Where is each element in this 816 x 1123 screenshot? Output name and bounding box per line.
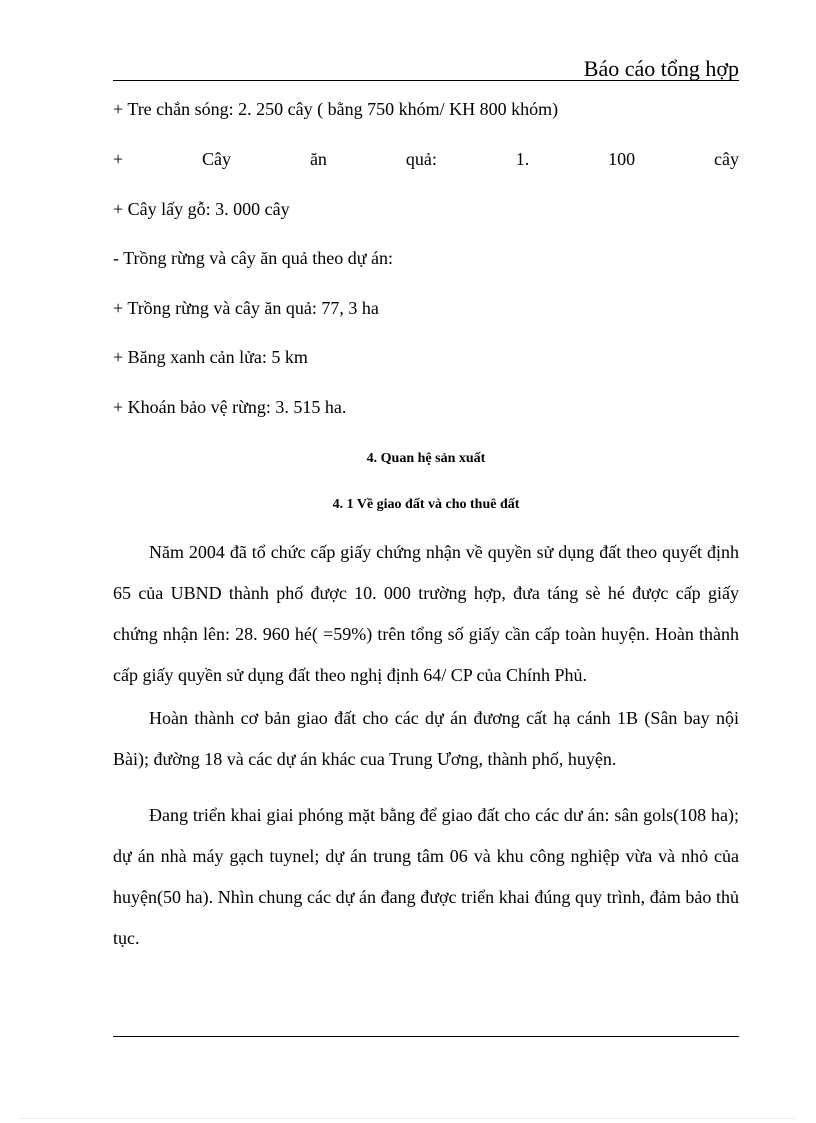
fruit-tree-word: 1. — [515, 149, 530, 169]
fruit-tree-word: ăn — [309, 149, 327, 169]
fruit-tree-word: + — [113, 149, 124, 169]
fruit-tree-word: cây — [714, 149, 739, 169]
list-item-afforestation-heading: - Trồng rừng và cây ăn quả theo dự án: — [113, 248, 393, 268]
page-bottom-border — [20, 1118, 796, 1119]
header-title: Báo cáo tổng hợp — [583, 56, 739, 81]
paragraph-site-clearance: Đang triển khai giai phóng mặt bằng để giao đất cho các dư án: sân gols(108 ha); dự án nhà máy gạch tuynel; dự án trung tâm 06 và khu công nghiệp vừa và nhỏ của huyện(50 ha). Nhìn chung các dự án đang được triển khai đúng quy trình, đảm bảo thủ tục. — [113, 805, 739, 948]
section-subheading: 4. 1 Về giao đất và cho thuê đất — [332, 497, 520, 512]
fruit-tree-word: 100 — [608, 149, 636, 169]
list-item-afforestation-area: + Trồng rừng và cây ăn quả: 77, 3 ha — [113, 298, 379, 318]
footer-divider — [113, 1036, 739, 1037]
list-item-firebreak: + Băng xanh cản lửa: 5 km — [113, 347, 308, 367]
list-item-fruit-trees — [113, 148, 739, 170]
list-item-forest-protection: + Khoán bảo vệ rừng: 3. 515 ha. — [113, 397, 347, 417]
section-heading: 4. Quan hệ sản xuất — [366, 451, 486, 466]
paragraph-land-certificates: Năm 2004 đã tổ chức cấp giấy chứng nhận về quyền sử dụng đất theo quyết định 65 của UBND thành phố được 10. 000 trường hợp, đưa táng sè hé được cấp giấy chứng nhận lên: 28. 960 hé( =59%) trên tổng số giấy cần cấp toàn huyện. Hoàn thành cấp giấy quyền sử dụng đất theo nghị định 64/ CP của Chính Phủ. — [113, 542, 739, 685]
paragraph-land-allocation: Hoàn thành cơ bản giao đất cho các dự án đương cất hạ cánh 1B (Sân bay nội Bài); đường 18 và các dự án khác cua Trung Ương, thành phố, huyện. — [113, 708, 739, 769]
header-divider — [113, 80, 739, 81]
fruit-tree-word: Cây — [202, 149, 232, 169]
fruit-tree-word: quả: — [405, 149, 437, 169]
list-item-bamboo: + Tre chắn sóng: 2. 250 cây ( bằng 750 khóm/ KH 800 khóm) — [113, 99, 559, 119]
list-item-timber-trees: + Cây lấy gỗ: 3. 000 cây — [113, 199, 290, 219]
